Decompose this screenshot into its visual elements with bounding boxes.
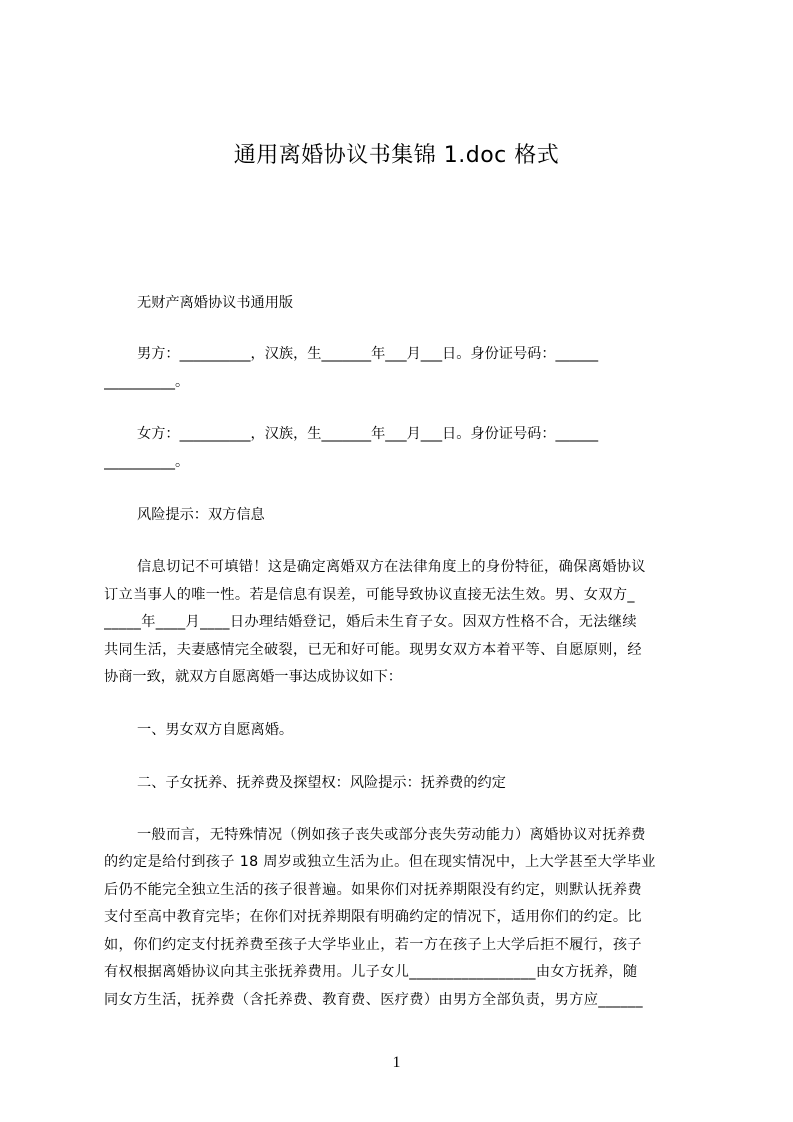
paragraph-1-line: 订立当事人的唯一性。若是信息有误差，可能导致协议直接无法生效。男、女双方_ — [104, 587, 635, 603]
paragraph-2-line: 一般而言，无特殊情况（例如孩子丧失或部分丧失劳动能力）离婚协议对抚养费 — [137, 827, 646, 843]
paragraph-1-line: _____年____月____日办理结婚登记，婚后未生育子女。因双方性格不合，无法继续 — [104, 614, 637, 630]
paragraph-2-line: 后仍不能完全独立生活的孩子很普遍。如果你们对抚养期限没有约定，则默认抚养费 — [104, 882, 642, 898]
paragraph-2-line: 同女方生活，抚养费（含托养费、教育费、医疗费）由男方全部负责，男方应______ — [104, 992, 643, 1008]
paragraph-2-line: 如，你们约定支付抚养费至孩子大学毕业止，若一方在孩子上大学后拒不履行，孩子 — [104, 937, 642, 953]
paragraph-2-line: 支付至高中教育完毕；在你们对抚养期限有明确约定的情况下，适用你们的约定。比 — [104, 909, 642, 925]
male-info-line-2: __________。 — [104, 374, 190, 390]
section-2-heading: 二、子女抚养、抚养费及探望权：风险提示：抚养费的约定 — [137, 775, 506, 791]
female-info-line-1: 女方：__________，汉族，生_______年___月___日。身份证号码：______ — [137, 426, 599, 442]
paragraph-2-line: 的约定是给付到孩子 18 周岁或独立生活为止。但在现实情况中，上大学甚至大学毕业 — [104, 854, 656, 870]
male-info-line-1: 男方：__________，汉族，生_______年___月___日。身份证号码：______ — [137, 346, 599, 362]
risk-tip-heading: 风险提示：双方信息 — [137, 507, 265, 523]
subtitle: 无财产离婚协议书通用版 — [137, 295, 294, 311]
paragraph-1-line: 协商一致，就双方自愿离婚一事达成协议如下： — [104, 669, 402, 685]
paragraph-2-line: 有权根据离婚协议向其主张抚养费用。儿子女儿_________________由女方抚养，随 — [104, 964, 638, 980]
document-title: 通用离婚协议书集锦 1.doc 格式 — [233, 143, 560, 168]
paragraph-1-line: 共同生活，夫妻感情完全破裂，已无和好可能。现男女双方本着平等、自愿原则，经 — [104, 642, 642, 658]
paragraph-1-line: 信息切记不可填错！这是确定离婚双方在法律角度上的身份特征，确保离婚协议 — [137, 559, 646, 575]
section-1-heading: 一、男女双方自愿离婚。 — [137, 722, 294, 738]
page-number: 1 — [392, 1054, 401, 1071]
female-info-line-2: __________。 — [104, 454, 190, 470]
